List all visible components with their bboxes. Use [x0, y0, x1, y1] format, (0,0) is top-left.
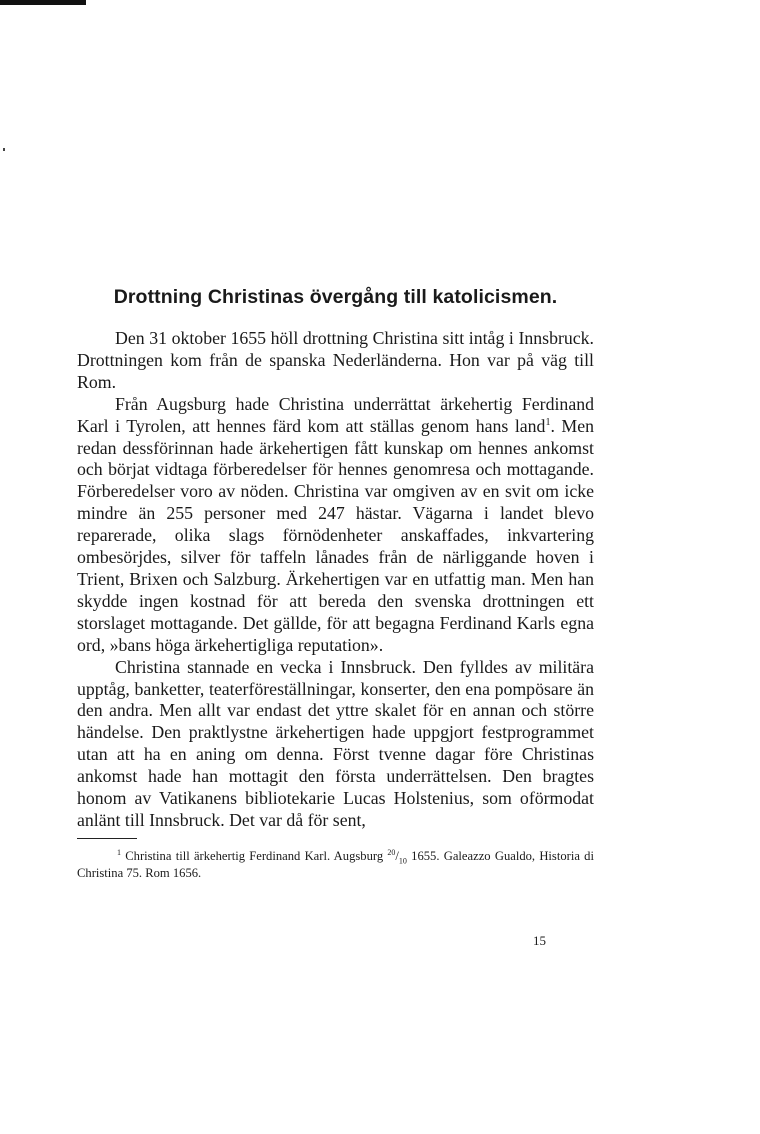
book-page — [77, 286, 594, 882]
paragraph-2 — [77, 394, 594, 657]
footnote-date-month: 10 — [398, 856, 407, 866]
paragraph-1: Den 31 oktober 1655 höll drottning Christina sitt intåg i Innsbruck. Drottningen kom från de spanska Nederländerna. Hon var på väg till Rom. — [77, 328, 594, 392]
page-number: 15 — [533, 933, 546, 948]
paragraph-2-start: Från Augsburg hade Christina underrättat ärkehertig Ferdinand Karl i Tyrolen, att hennes färd kom att ställas genom hans land — [77, 393, 594, 436]
footnote: $^1$ Christina till ärkehertig Ferdinand Karl. Augsburg $^{20}/_{10}$ 1655. Galeazzo Gualdo, Historia di Christina 75. Rom 1656. — [77, 847, 594, 880]
footnote-mark: 1 — [117, 847, 121, 857]
footnote-date-day: 20 — [387, 847, 396, 857]
footnote-text-end: 1655. Galeazzo Gualdo, Historia di Christina 75. Rom 1656. — [77, 848, 594, 880]
scan-edge-mark — [0, 0, 86, 5]
chapter-heading: Drottning Christinas övergång till katolicismen. — [113, 286, 558, 308]
footnote-text-start: Christina till ärkehertig Ferdinand Karl. Augsburg — [125, 848, 384, 863]
paragraph-3: Christina stannade en vecka i Innsbruck. Den fylldes av militära upptåg, banketter, teaterföreställningar, konserter, den ena pompösare än den andra. Men allt var endast det yttre skalet för en annan och större händelse. Den praktlystne ärkehertigen hade uppgjort festprogrammet utan att ha en aning om denna. Först tvenne dagar före Christinas ankomst hade han mottagit den första underrättelsen. Den bragtes honom av Vatikanens bibliotekarie Lucas Holstenius, som oförmodat anlänt till Innsbruck. Det var då för sent, — [77, 656, 594, 830]
paragraph-2-rest: . Men redan dessförinnan hade ärkehertigen fått kunskap om hennes ankomst och börjat vidtaga förberedelser för hennes genomresa och mottagande. Förberedelser voro av nöden. Christina var omgiven av en svit om icke mindre än 255 personer med 247 hästar. Vägarna i landet blevo reparerade, olika slags förnödenheter anskaffades, inkvartering ombesörjdes, silver för taffeln lånades från de närliggande hoven i Trient, Brixen och Salzburg. Ärkehertigen var en utfattig man. Men han skydde ingen kostnad för att bereda den svenska drottningen ett storslaget mottagande. Det gällde, för att begagna Ferdinand Karls egna ord, »bans höga ärkehertigliga reputation». — [77, 415, 594, 655]
body-text — [77, 328, 594, 832]
footnote-divider — [77, 838, 137, 839]
scan-speck — [3, 148, 5, 151]
footnote-reference: 1 — [545, 416, 551, 428]
